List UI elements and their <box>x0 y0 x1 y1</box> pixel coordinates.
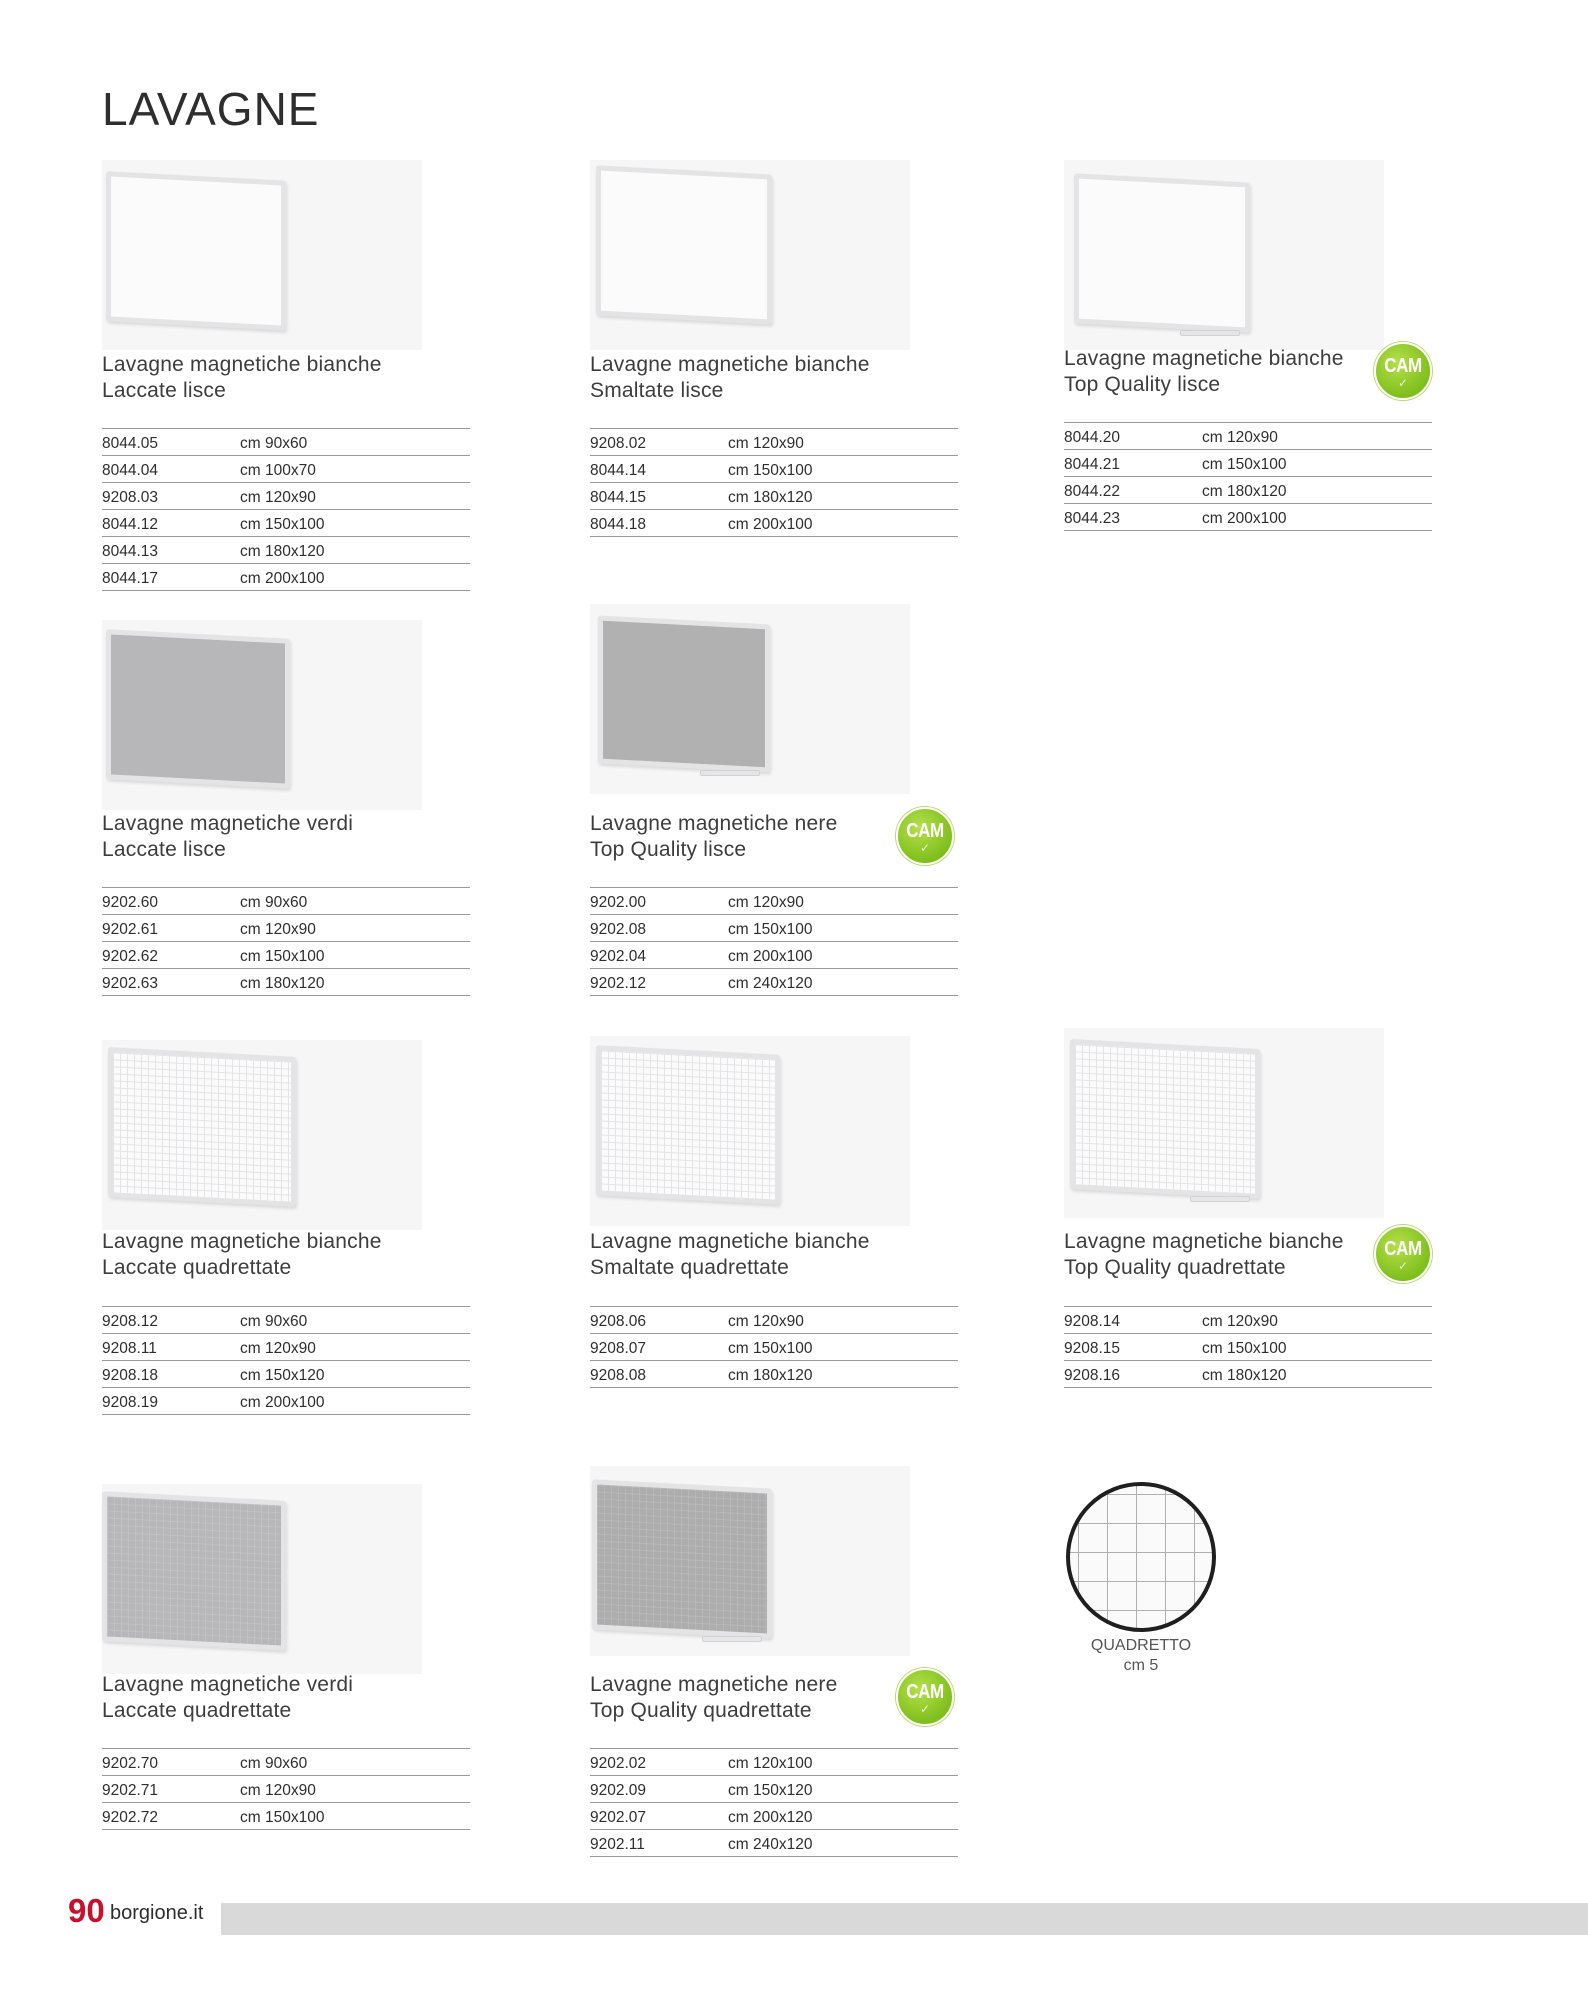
product-image <box>102 160 422 350</box>
product-code: 9208.08 <box>590 1367 647 1384</box>
product-title-line1: Lavagne magnetiche bianche <box>102 353 382 376</box>
product-code: 9208.14 <box>1064 1313 1121 1330</box>
product-title <box>590 811 837 863</box>
table-row <box>1064 423 1432 450</box>
table-row <box>102 1776 470 1803</box>
product-code: 9202.72 <box>102 1809 159 1826</box>
product-size: cm 180x120 <box>1202 1367 1287 1384</box>
product-code: 8044.23 <box>1064 510 1121 527</box>
product-size: cm 120x90 <box>1202 429 1278 446</box>
product-size: cm 120x90 <box>1202 1313 1278 1330</box>
product-code: 9202.61 <box>102 921 159 938</box>
table-row <box>1064 1361 1432 1388</box>
marker-tray <box>700 770 760 776</box>
product-size: cm 200x100 <box>240 1394 325 1411</box>
check-icon: ✓ <box>1397 1259 1409 1273</box>
table-row <box>590 1803 958 1830</box>
product-size: cm 120x100 <box>728 1755 813 1772</box>
product-title-line1: Lavagne magnetiche bianche <box>1064 347 1344 370</box>
whiteboard-shape <box>596 1045 780 1205</box>
product-code: 9202.62 <box>102 948 159 965</box>
product-title-line2: Smaltate quadrettate <box>590 1256 789 1279</box>
product-title-line2: Laccate lisce <box>102 838 226 861</box>
product-title-line1: Lavagne magnetiche nere <box>590 812 838 835</box>
product-code: 8044.18 <box>590 516 647 533</box>
product-code: 8044.12 <box>102 516 159 533</box>
code-table <box>102 1306 470 1415</box>
check-icon: ✓ <box>1397 376 1409 390</box>
product-size: cm 150x120 <box>240 1367 325 1384</box>
page-title: LAVAGNE <box>102 83 320 135</box>
product-code: 9202.60 <box>102 894 159 911</box>
product-title <box>590 1672 837 1724</box>
code-table <box>590 887 958 996</box>
table-row <box>102 537 470 564</box>
product-code: 9202.11 <box>590 1836 645 1853</box>
product-image <box>102 1484 422 1674</box>
product-code: 9202.63 <box>102 975 159 992</box>
check-icon: ✓ <box>919 1702 931 1716</box>
product-code: 9202.71 <box>102 1782 159 1799</box>
product-title-line1: Lavagne magnetiche verdi <box>102 1673 354 1696</box>
product-title-line2: Top Quality lisce <box>590 838 747 861</box>
product-title <box>102 811 353 863</box>
table-row <box>590 483 958 510</box>
product-code: 9208.02 <box>590 435 647 452</box>
marker-tray <box>702 1636 762 1642</box>
table-row <box>102 1803 470 1830</box>
table-row <box>102 564 470 591</box>
product-title-line1: Lavagne magnetiche bianche <box>102 1230 382 1253</box>
product-title <box>1064 1229 1344 1281</box>
product-code: 9202.12 <box>590 975 647 992</box>
product-size: cm 150x100 <box>240 1809 325 1826</box>
product-code: 9208.15 <box>1064 1340 1121 1357</box>
product-size: cm 180x120 <box>728 489 813 506</box>
product-size: cm 120x90 <box>240 921 316 938</box>
table-row <box>102 483 470 510</box>
code-table <box>1064 1306 1432 1388</box>
product-size: cm 120x90 <box>728 435 804 452</box>
table-row <box>102 510 470 537</box>
product-size: cm 200x100 <box>1202 510 1287 527</box>
table-row <box>590 1830 958 1857</box>
product-code: 9208.11 <box>102 1340 157 1357</box>
table-row <box>590 1307 958 1334</box>
product-title <box>102 1229 382 1281</box>
product-title-line2: Smaltate lisce <box>590 379 724 402</box>
cam-badge-label: CAM <box>906 1681 944 1703</box>
whiteboard-shape <box>1074 173 1250 332</box>
product-code: 8044.04 <box>102 462 159 479</box>
product-image <box>590 160 910 350</box>
whiteboard-shape <box>102 1491 286 1651</box>
product-title <box>590 352 870 404</box>
table-row <box>590 915 958 942</box>
product-code: 9202.08 <box>590 921 647 938</box>
cam-badge-icon <box>896 1668 954 1726</box>
product-title-line2: Laccate quadrettate <box>102 1699 292 1722</box>
code-table <box>102 1748 470 1830</box>
table-row <box>102 915 470 942</box>
table-row <box>102 888 470 915</box>
check-icon: ✓ <box>919 841 931 855</box>
cam-badge-label: CAM <box>1384 1238 1422 1260</box>
grid-detail-size: cm 5 <box>1123 1657 1159 1674</box>
cam-badge-label: CAM <box>906 820 944 842</box>
footer-site: borgione.it <box>110 1902 204 1924</box>
marker-tray <box>1190 1196 1250 1202</box>
product-code: 8044.22 <box>1064 483 1121 500</box>
product-code: 9208.03 <box>102 489 159 506</box>
product-image <box>590 1466 910 1656</box>
whiteboard-shape <box>592 1479 772 1638</box>
product-image <box>590 604 910 794</box>
table-row <box>1064 1307 1432 1334</box>
product-size: cm 120x90 <box>728 894 804 911</box>
product-title-line2: Laccate quadrettate <box>102 1256 292 1279</box>
whiteboard-shape <box>106 629 290 789</box>
whiteboard-shape <box>106 171 286 330</box>
product-size: cm 200x100 <box>728 516 813 533</box>
footer-bar <box>221 1903 1588 1935</box>
product-title-line1: Lavagne magnetiche bianche <box>590 353 870 376</box>
product-code: 9202.04 <box>590 948 647 965</box>
grid-detail-illustration <box>1066 1482 1216 1632</box>
cam-badge-icon <box>1374 1225 1432 1283</box>
code-table <box>102 428 470 591</box>
product-image <box>590 1036 910 1226</box>
table-row <box>590 510 958 537</box>
table-row <box>590 942 958 969</box>
table-row <box>590 456 958 483</box>
product-title-line1: Lavagne magnetiche bianche <box>590 1230 870 1253</box>
cam-badge-icon <box>1374 342 1432 400</box>
table-row <box>590 969 958 996</box>
table-row <box>590 1776 958 1803</box>
product-title-line1: Lavagne magnetiche verdi <box>102 812 354 835</box>
product-size: cm 150x100 <box>240 948 325 965</box>
whiteboard-shape <box>108 1047 296 1207</box>
product-code: 9208.07 <box>590 1340 647 1357</box>
table-row <box>102 942 470 969</box>
product-code: 9202.07 <box>590 1809 647 1826</box>
product-title-line2: Top Quality quadrettate <box>1064 1256 1286 1279</box>
product-code: 9208.16 <box>1064 1367 1121 1384</box>
product-code: 9208.12 <box>102 1313 159 1330</box>
product-size: cm 90x60 <box>240 894 308 911</box>
product-code: 9208.06 <box>590 1313 647 1330</box>
product-size: cm 90x60 <box>240 1755 308 1772</box>
product-size: cm 120x90 <box>728 1313 804 1330</box>
table-row <box>1064 450 1432 477</box>
whiteboard-shape <box>1070 1039 1260 1199</box>
product-code: 9202.09 <box>590 1782 647 1799</box>
product-size: cm 150x100 <box>728 1340 813 1357</box>
table-row <box>590 1749 958 1776</box>
table-row <box>102 1334 470 1361</box>
cam-badge-label: CAM <box>1384 355 1422 377</box>
code-table <box>590 428 958 537</box>
table-row <box>590 1361 958 1388</box>
product-size: cm 200x120 <box>728 1809 813 1826</box>
product-image <box>1064 160 1384 350</box>
table-row <box>1064 504 1432 531</box>
product-size: cm 90x60 <box>240 435 308 452</box>
product-size: cm 120x90 <box>240 1782 316 1799</box>
product-title <box>590 1229 870 1281</box>
table-row <box>102 1307 470 1334</box>
product-size: cm 240x120 <box>728 1836 813 1853</box>
page-number: 90 <box>68 1892 105 1929</box>
grid-detail-label <box>1066 1636 1216 1676</box>
product-code: 8044.20 <box>1064 429 1121 446</box>
whiteboard-shape <box>596 165 772 324</box>
code-table <box>590 1306 958 1388</box>
product-code: 9208.19 <box>102 1394 159 1411</box>
table-row <box>102 969 470 996</box>
product-size: cm 120x90 <box>240 1340 316 1357</box>
product-image <box>102 620 422 810</box>
product-size: cm 180x120 <box>240 543 325 560</box>
product-size: cm 150x100 <box>728 462 813 479</box>
product-size: cm 150x100 <box>1202 456 1287 473</box>
table-row <box>102 1388 470 1415</box>
product-title-line1: Lavagne magnetiche bianche <box>1064 1230 1344 1253</box>
table-row <box>590 888 958 915</box>
product-size: cm 150x100 <box>1202 1340 1287 1357</box>
marker-tray <box>1180 330 1240 336</box>
product-title-line2: Laccate lisce <box>102 379 226 402</box>
product-image <box>1064 1028 1384 1218</box>
product-size: cm 240x120 <box>728 975 813 992</box>
code-table <box>590 1748 958 1857</box>
grid-detail-title: QUADRETTO <box>1090 1637 1192 1654</box>
table-row <box>102 1749 470 1776</box>
cam-badge-icon <box>896 807 954 865</box>
product-size: cm 100x70 <box>240 462 316 479</box>
whiteboard-shape <box>598 615 770 772</box>
product-code: 8044.17 <box>102 570 159 587</box>
product-code: 9208.18 <box>102 1367 159 1384</box>
product-title-line2: Top Quality quadrettate <box>590 1699 812 1722</box>
product-code: 8044.21 <box>1064 456 1121 473</box>
product-size: cm 150x100 <box>240 516 325 533</box>
table-row <box>102 429 470 456</box>
product-title-line2: Top Quality lisce <box>1064 373 1221 396</box>
product-code: 8044.14 <box>590 462 647 479</box>
product-size: cm 90x60 <box>240 1313 308 1330</box>
product-code: 8044.13 <box>102 543 159 560</box>
code-table <box>1064 422 1432 531</box>
product-size: cm 150x120 <box>728 1782 813 1799</box>
product-title-line1: Lavagne magnetiche nere <box>590 1673 838 1696</box>
table-row <box>102 1361 470 1388</box>
product-code: 9202.00 <box>590 894 647 911</box>
table-row <box>102 456 470 483</box>
product-title <box>1064 346 1344 398</box>
product-size: cm 120x90 <box>240 489 316 506</box>
product-image <box>102 1040 422 1230</box>
product-size: cm 200x100 <box>728 948 813 965</box>
product-size: cm 180x120 <box>1202 483 1287 500</box>
product-size: cm 150x100 <box>728 921 813 938</box>
product-size: cm 180x120 <box>728 1367 813 1384</box>
table-row <box>1064 477 1432 504</box>
product-title <box>102 1672 353 1724</box>
table-row <box>1064 1334 1432 1361</box>
product-code: 9202.02 <box>590 1755 647 1772</box>
product-code: 8044.05 <box>102 435 159 452</box>
code-table <box>102 887 470 996</box>
product-size: cm 180x120 <box>240 975 325 992</box>
table-row <box>590 429 958 456</box>
table-row <box>590 1334 958 1361</box>
product-code: 9202.70 <box>102 1755 159 1772</box>
product-title <box>102 352 382 404</box>
product-size: cm 200x100 <box>240 570 325 587</box>
product-code: 8044.15 <box>590 489 647 506</box>
